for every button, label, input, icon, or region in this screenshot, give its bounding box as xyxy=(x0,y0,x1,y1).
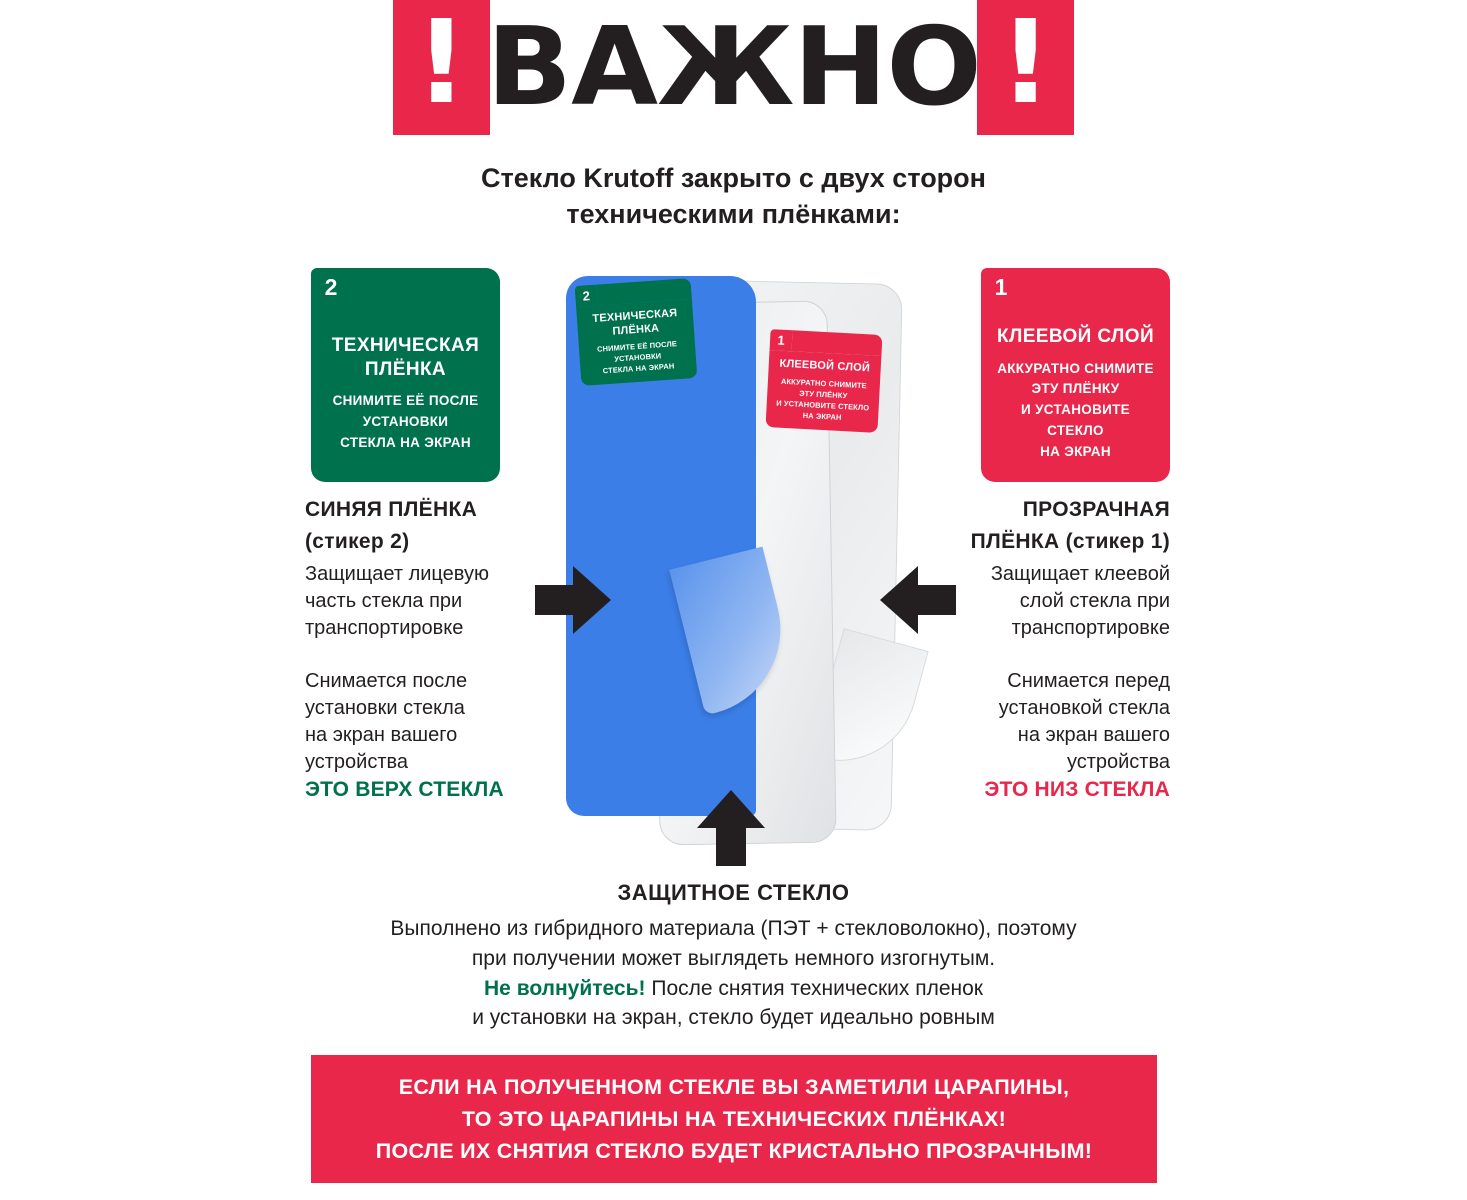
red-card-sub-4: НА ЭКРАН xyxy=(1040,444,1111,460)
red-card-number: 1 xyxy=(981,268,1021,306)
right-description-block xyxy=(930,496,1170,804)
left-heading-line-1: СИНЯЯ ПЛЁНКА xyxy=(305,498,478,521)
mini-red-sticker xyxy=(766,329,883,433)
glass-line-3-strong: Не волнуйтесь! xyxy=(484,976,646,1000)
header-banner xyxy=(0,0,1467,135)
warning-banner xyxy=(311,1055,1157,1183)
mini-red-title: КЛЕЕВОЙ СЛОЙ xyxy=(779,358,871,375)
page-title-text: ВАЖНО xyxy=(486,4,981,130)
right-body-line-2: слой стекла при xyxy=(1019,589,1170,612)
left-description-block xyxy=(305,496,545,804)
mini-green-body xyxy=(576,299,697,386)
left-body2-line-1: Снимается после xyxy=(305,669,468,692)
green-card-body xyxy=(311,306,500,482)
subtitle xyxy=(0,160,1467,233)
mini-green-sticker xyxy=(575,278,698,386)
red-card-title: КЛЕЕВОЙ СЛОЙ xyxy=(996,325,1155,347)
right-body-line-3: транспортировке xyxy=(1011,616,1170,639)
left-spacer xyxy=(305,642,545,668)
left-body2-line-4: устройства xyxy=(305,750,409,773)
green-card-sub-3: СТЕКЛА НА ЭКРАН xyxy=(340,435,471,451)
exclamation-left-glyph: ! xyxy=(415,0,468,130)
subtitle-line-2: техническими плёнками: xyxy=(566,199,901,230)
mini-green-sub-1: СНИМИТЕ ЕЁ ПОСЛЕ xyxy=(596,339,678,354)
exclamation-right-icon xyxy=(977,0,1074,135)
right-heading-line-2: ПЛЁНКА (стикер 1) xyxy=(970,530,1170,554)
arrow-left-head xyxy=(880,566,918,634)
left-body-line-3: транспортировке xyxy=(305,616,464,639)
left-accent-text: ЭТО ВЕРХ СТЕКЛА xyxy=(305,777,504,801)
left-body2-line-3: на экран вашего xyxy=(305,723,458,746)
mini-green-sub-2: УСТАНОВКИ xyxy=(614,351,662,364)
right-heading-line-1: ПРОЗРАЧНАЯ xyxy=(1022,498,1170,521)
mini-red-body xyxy=(766,350,882,433)
left-body2-line-2: установки стекла xyxy=(305,696,465,719)
mini-green-number: 2 xyxy=(575,285,598,307)
subtitle-line-1: Стекло Krutoff закрыто с двух сторон xyxy=(481,163,986,193)
glass-line-3-rest: После снятия технических пленок xyxy=(645,976,983,1000)
warning-line-1: ЕСЛИ НА ПОЛУЧЕННОМ СТЕКЛЕ ВЫ ЗАМЕТИЛИ ЦАРАПИНЫ, xyxy=(398,1074,1070,1099)
green-card-sub-2: УСТАНОВКИ xyxy=(362,414,449,430)
exclamation-left-icon xyxy=(393,0,490,135)
right-body2-line-3: на экран вашего xyxy=(1017,723,1170,746)
red-card-sub-3: И УСТАНОВИТЕ СТЕКЛО xyxy=(1021,402,1130,439)
arrow-up-head xyxy=(697,790,765,828)
green-card-title: ТЕХНИЧЕСКАЯ ПЛЁНКА xyxy=(331,334,480,380)
mini-red-sub-2: ЭТУ ПЛЁНКУ xyxy=(799,388,848,401)
left-heading-line-2: (стикер 2) xyxy=(305,530,410,554)
right-body-line-1: Защищает клеевой xyxy=(990,562,1170,585)
page-title xyxy=(486,0,981,135)
warning-line-2: ТО ЭТО ЦАРАПИНЫ НА ТЕХНИЧЕСКИХ ПЛЁНКАХ! xyxy=(461,1106,1007,1131)
glass-heading: ЗАЩИТНОЕ СТЕКЛО xyxy=(617,880,850,905)
mini-green-title: ТЕХНИЧЕСКАЯ ПЛЁНКА xyxy=(592,307,678,338)
right-spacer xyxy=(930,642,1170,668)
red-card-sub-1: АККУРАТНО СНИМИТЕ xyxy=(997,360,1154,376)
green-sticker-card xyxy=(311,268,500,482)
right-body2-line-4: устройства xyxy=(1066,750,1170,773)
glass-line-1: Выполнено из гибридного материала (ПЭТ + стекловолокно), поэтому xyxy=(390,917,1077,940)
mini-red-sub-3: И УСТАНОВИТЕ СТЕКЛО xyxy=(776,398,870,413)
red-card-ear xyxy=(1021,268,1170,306)
right-body2-line-2: установкой стекла xyxy=(998,696,1170,719)
left-body-line-2: часть стекла при xyxy=(305,589,463,612)
glass-line-4: и установки на экран, стекло будет идеально ровным xyxy=(472,1006,995,1030)
red-card-body xyxy=(981,306,1170,482)
glass-line-3 xyxy=(0,974,1467,1004)
mini-red-sub-1: АККУРАТНО СНИМИТЕ xyxy=(780,376,868,390)
red-card-sub-2: ЭТУ ПЛЁНКУ xyxy=(1031,381,1120,397)
green-card-number: 2 xyxy=(311,268,351,306)
glass-description-block xyxy=(0,880,1467,1033)
left-body-line-1: Защищает лицевую xyxy=(305,562,489,585)
exclamation-right-glyph: ! xyxy=(999,0,1052,130)
mini-red-sub-4: НА ЭКРАН xyxy=(802,411,842,423)
mini-red-number: 1 xyxy=(770,329,793,351)
right-accent-text: ЭТО НИЗ СТЕКЛА xyxy=(984,777,1170,801)
red-sticker-card xyxy=(981,268,1170,482)
arrow-up-tail xyxy=(716,828,746,866)
glass-line-2: при получении может выглядеть немного изгогнутым. xyxy=(471,946,996,970)
green-card-ear xyxy=(351,268,500,306)
arrow-right-head xyxy=(573,566,611,634)
warning-line-3: ПОСЛЕ ИХ СНЯТИЯ СТЕКЛО БУДЕТ КРИСТАЛЬНО ПРОЗРАЧНЫМ! xyxy=(375,1139,1093,1164)
mini-green-sub-3: СТЕКЛА НА ЭКРАН xyxy=(602,361,675,376)
right-body2-line-1: Снимается перед xyxy=(1007,669,1170,692)
green-card-sub-1: СНИМИТЕ ЕЁ ПОСЛЕ xyxy=(332,393,479,409)
